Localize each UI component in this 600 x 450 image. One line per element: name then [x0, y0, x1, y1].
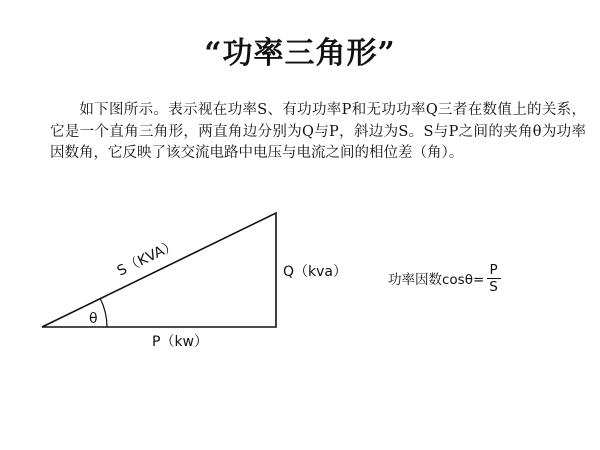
- side-q-label: Q（kva）: [283, 264, 347, 280]
- angle-arc: [100, 298, 107, 327]
- hypotenuse-s-label: S（KVA）: [114, 237, 180, 280]
- slide-title: “功率三角形”: [204, 36, 396, 71]
- side-p-label: P（kw）: [152, 334, 208, 350]
- formula-denominator: S: [489, 278, 498, 295]
- formula-fraction: [486, 262, 501, 295]
- formula-numerator: P: [487, 262, 501, 279]
- formula-prefix: 功率因数cosθ=: [388, 272, 485, 288]
- angle-theta-label: θ: [89, 311, 98, 327]
- power-triangle: [42, 213, 276, 327]
- power-factor-formula: [388, 258, 501, 298]
- description-text: 如下图所示。表示视在功率S、有功功率P和无功功率Q三者在数值上的关系，它是一个直角三角形，两直角边分别为Q与P，斜边为S。S与P之间的夹角θ为功率因数角，它反映了该交流电路中电压与电流之间的相位差（角）。: [50, 102, 586, 161]
